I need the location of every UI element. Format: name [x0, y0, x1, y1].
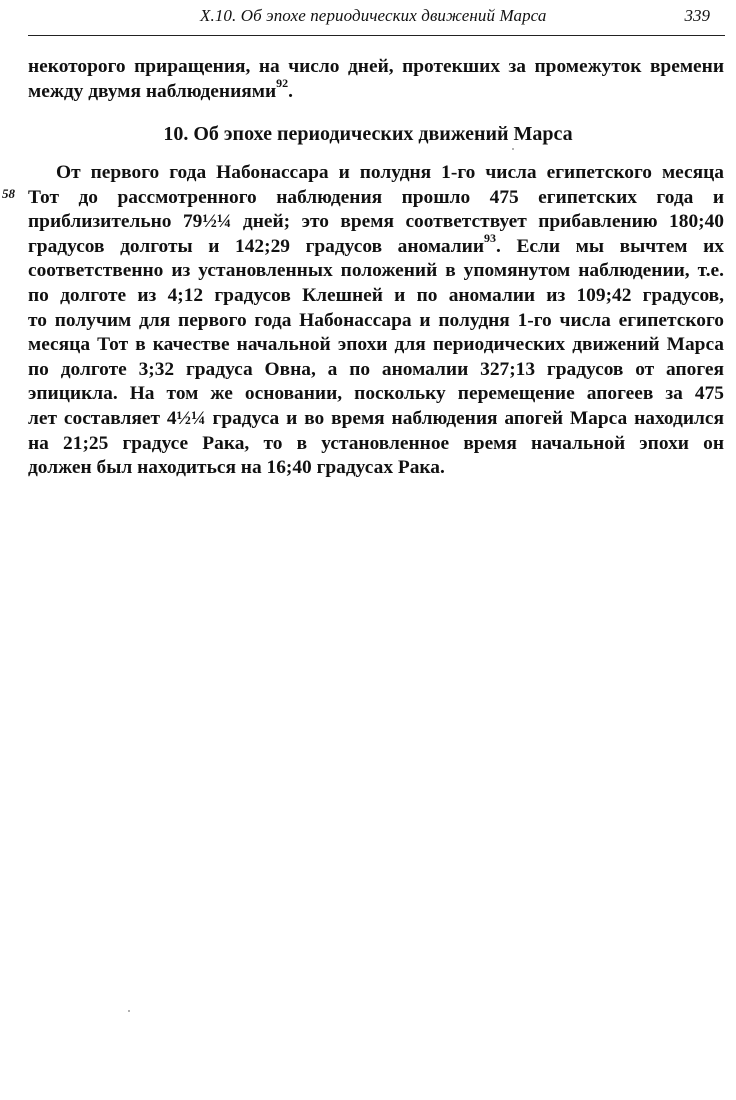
running-head [0, 4, 736, 30]
paragraph-line [28, 231, 724, 260]
scan-speck [128, 1010, 130, 1012]
paragraph-line: Тот до рассмотренного наблюдения прошло 475 египетских года и [28, 186, 724, 208]
intro-paragraph [28, 55, 724, 104]
paragraph-line: то получим для первого года Набонассара и полудня 1-го числа египетского [28, 309, 724, 331]
header-rule [28, 35, 725, 36]
paragraph-line: месяца Тот в качестве начальной эпохи для периодических движений Марса [28, 334, 724, 356]
section-paragraph [28, 161, 724, 481]
paragraph-line-4-tail: . Если мы вычтем их [496, 235, 724, 257]
paragraph-line: лет составляет 4½¼ градуса и во время наблюдения апогей Марса находился [28, 407, 724, 429]
paragraph-line: эпицикла. На том же основании, поскольку перемещение апогеев за 475 [28, 383, 724, 405]
running-title: X.10. Об эпохе периодических движений Марса [200, 6, 547, 25]
page-number: 339 [684, 6, 710, 25]
paragraph-line: по долготе 3;32 градуса Овна, а по аномалии 327;13 градусов от апогея [28, 358, 724, 380]
paragraph-line: От первого года Набонассара и полудня 1-го числа египетского месяца [56, 162, 724, 183]
footnote-ref-92: 92 [276, 76, 289, 91]
paragraph-line-4-text: градусов долготы и 142;29 градусов аномалии [28, 235, 485, 257]
intro-line-1: некоторого приращения, на число дней, протекших за промежуток времени [28, 56, 724, 77]
paragraph-line: приблизительно 79½¼ дней; это время соответствует прибавлению 180;40 [28, 211, 724, 233]
section-heading: 10. Об эпохе периодических движений Марса [163, 123, 573, 145]
paragraph-line: по долготе из 4;12 градусов Клешней и по аномалии из 109;42 градусов, [28, 284, 724, 306]
intro-line-2-text: между двумя наблюдениями [28, 80, 277, 102]
paragraph-line: соответственно из установленных положений в упомянутом наблюдении, т.е. [28, 260, 724, 282]
paragraph-line: должен был находиться на 16;40 градусах Рака. [28, 457, 445, 479]
footnote-ref-93: 93 [484, 231, 497, 246]
intro-line-2 [28, 76, 724, 105]
margin-page-reference: 58 [2, 186, 15, 201]
paragraph-line: на 21;25 градусе Рака, то в установленное время начальной эпохи он [28, 432, 724, 454]
scan-speck [512, 148, 514, 150]
intro-line-2-tail: . [288, 80, 293, 102]
